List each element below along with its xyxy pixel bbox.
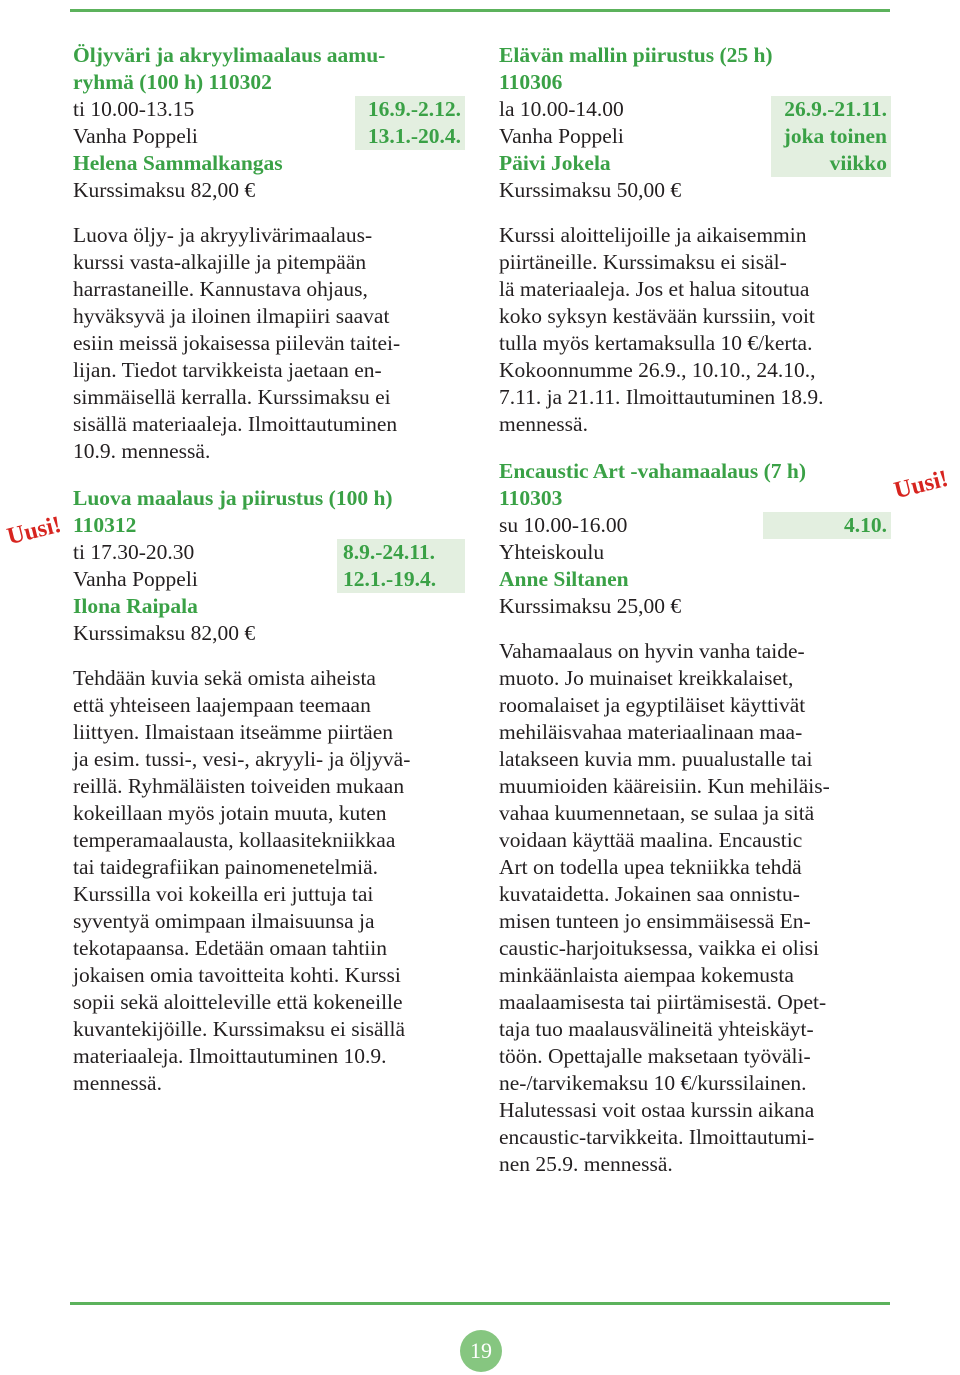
course-teacher: Anne Siltanen (499, 567, 629, 591)
course-110303 (499, 458, 891, 1178)
description-line: kuvantekijöille. Kurssimaksu ei sisällä (73, 1017, 406, 1041)
description-line: misen tunteen jo ensimmäisessä En- (499, 909, 811, 933)
description-line: kurssi vasta-alkajille ja pitempään (73, 250, 367, 274)
course-place: Yhteiskoulu (499, 540, 605, 564)
course-description (73, 222, 465, 465)
description-line: Kurssi aloittelijoille ja aikaisemmin (499, 223, 807, 247)
bottom-rule (70, 1302, 890, 1305)
description-line: lijan. Tiedot tarvikkeista jaetaan en- (73, 358, 382, 382)
description-line: materiaaleja. Ilmoittautuminen 10.9. (73, 1044, 387, 1068)
course-110312 (73, 485, 465, 1097)
left-column (73, 42, 465, 1097)
description-line: syventyä omimpaan ilmaisuunsa ja (73, 909, 375, 933)
description-line: sopii sekä aloitteleville että kokeneille (73, 990, 403, 1014)
description-line: Kurssilla voi kokeilla eri juttuja tai (73, 882, 374, 906)
description-line: töön. Opettajalle maksetaan työväli- (499, 1044, 811, 1068)
place-row (499, 123, 891, 150)
description-line: kuvataidetta. Jokainen saa onnistu- (499, 882, 800, 906)
description-line: esiin meissä jokaisessa piilevän taitei- (73, 331, 401, 355)
course-time: la 10.00-14.00 (499, 97, 624, 121)
description-line: Halutessasi voit ostaa kurssin aikana (499, 1098, 815, 1122)
description-line: liittyen. Ilmaistaan itseämme piirtäen (73, 720, 394, 744)
description-line: caustic-harjoituksessa, vaikka ei olisi (499, 936, 820, 960)
course-fee: Kurssimaksu 50,00 € (499, 178, 682, 202)
course-description (73, 665, 465, 1097)
description-line: 7.11. ja 21.11. Ilmoittautuminen 18.9. (499, 385, 824, 409)
new-badge: Uusi! (891, 465, 951, 505)
description-line: vahaa kuumennetaan, se sulaa ja sitä (499, 801, 815, 825)
schedule-row (499, 512, 891, 539)
description-line: Tehdään kuvia sekä omista aiheista (73, 666, 376, 690)
top-rule (70, 9, 890, 12)
description-line: tai taidegrafiikan painomenetelmiä. (73, 855, 379, 879)
course-teacher: Ilona Raipala (73, 594, 198, 618)
course-title: Öljyväri ja akryylimaalaus aamu- ryhmä (100 h) 110302 (73, 43, 386, 94)
course-110302 (73, 42, 465, 465)
description-line: muumioiden kääreisiin. Kun mehiläis- (499, 774, 830, 798)
schedule-row (73, 539, 465, 566)
description-line: lä materiaaleja. Jos et halua sitoutua (499, 277, 810, 301)
description-line: muoto. Jo muinaiset kreikkalaiset, (499, 666, 794, 690)
course-place: Vanha Poppeli (73, 124, 198, 148)
description-line: Kokoonnumme 26.9., 10.10., 24.10., (499, 358, 816, 382)
page-number: 19 (460, 1330, 502, 1372)
course-frequency: viikko (771, 150, 891, 177)
course-fee: Kurssimaksu 82,00 € (73, 621, 256, 645)
course-time: ti 10.00-13.15 (73, 97, 195, 121)
description-line: temperamaalausta, kollaasitekniikkaa (73, 828, 396, 852)
course-frequency: joka toinen (771, 123, 891, 150)
description-line: roomalaiset ja egyptiläiset käyttivät (499, 693, 806, 717)
course-place: Vanha Poppeli (73, 567, 198, 591)
description-line: maalaamisesta tai piirtämisestä. Opet- (499, 990, 827, 1014)
course-place: Vanha Poppeli (499, 124, 624, 148)
description-line: Art on todella upea tekniikka tehdä (499, 855, 802, 879)
description-line: nen 25.9. mennessä. (499, 1152, 673, 1176)
description-line: mennessä. (73, 1071, 162, 1095)
schedule-row (499, 96, 891, 123)
description-line: harrastaneille. Kannustava ohjaus, (73, 277, 368, 301)
description-line: kokeillaan myös jotain muuta, kuten (73, 801, 387, 825)
course-110306 (499, 42, 891, 438)
description-line: että yhteiseen laajempaan teemaan (73, 693, 371, 717)
teacher-row (499, 150, 891, 177)
description-line: mennessä. (499, 412, 588, 436)
description-line: encaustic-tarvikkeita. Ilmoittautumi- (499, 1125, 815, 1149)
course-teacher: Helena Sammalkangas (73, 151, 283, 175)
course-dates: 13.1.-20.4. (355, 123, 465, 150)
description-line: 10.9. mennessä. (73, 439, 211, 463)
right-column (499, 42, 891, 1178)
place-row (73, 566, 465, 593)
description-line: sisällä materiaaleja. Ilmoittautuminen (73, 412, 398, 436)
place-row (73, 123, 465, 150)
description-line: minkäänlaista aiempaa kokemusta (499, 963, 794, 987)
description-line: tekotapaansa. Edetään omaan tahtiin (73, 936, 388, 960)
description-line: simmäisellä kerralla. Kurssimaksu ei (73, 385, 391, 409)
description-line: Luova öljy- ja akryylivärimaalaus- (73, 223, 373, 247)
new-badge: Uusi! (4, 511, 64, 551)
course-fee: Kurssimaksu 25,00 € (499, 594, 682, 618)
schedule-row (73, 96, 465, 123)
description-line: koko syksyn kestävään kurssiin, voit (499, 304, 815, 328)
course-time: ti 17.30-20.30 (73, 540, 195, 564)
course-dates: 12.1.-19.4. (337, 566, 465, 593)
course-dates: 4.10. (763, 512, 891, 539)
description-line: reillä. Ryhmäläisten toiveiden mukaan (73, 774, 405, 798)
description-line: tulla myös kertamaksulla 10 €/kerta. (499, 331, 813, 355)
description-line: piirtäneille. Kurssimaksu ei sisäl- (499, 250, 787, 274)
course-dates: 8.9.-24.11. (337, 539, 465, 566)
description-line: hyväksyvä ja iloinen ilmapiiri saavat (73, 304, 390, 328)
course-title: Luova maalaus ja piirustus (100 h) 110312 (73, 486, 393, 537)
description-line: ne-/tarvikemaksu 10 €/kurssilainen. (499, 1071, 807, 1095)
course-description (499, 222, 891, 438)
course-title: Encaustic Art -vahamaalaus (7 h) 110303 (499, 459, 806, 510)
course-time: su 10.00-16.00 (499, 513, 628, 537)
course-dates: 16.9.-2.12. (355, 96, 465, 123)
description-line: taja tuo maalausvälineitä yhteiskäyt- (499, 1017, 814, 1041)
course-description (499, 638, 891, 1178)
description-line: Vahamaalaus on hyvin vanha taide- (499, 639, 805, 663)
description-line: mehiläisvahaa materiaalinaan maa- (499, 720, 803, 744)
description-line: jokaisen omia tavoitteita kohti. Kurssi (73, 963, 401, 987)
course-fee: Kurssimaksu 82,00 € (73, 178, 256, 202)
description-line: voidaan käyttää maalina. Encaustic (499, 828, 803, 852)
course-title: Elävän mallin piirustus (25 h) 110306 (499, 43, 773, 94)
description-line: ja esim. tussi-, vesi-, akryyli- ja öljyvä- (73, 747, 411, 771)
course-dates: 26.9.-21.11. (771, 96, 891, 123)
description-line: latakseen kuvia mm. puualustalle tai (499, 747, 813, 771)
course-teacher: Päivi Jokela (499, 151, 611, 175)
